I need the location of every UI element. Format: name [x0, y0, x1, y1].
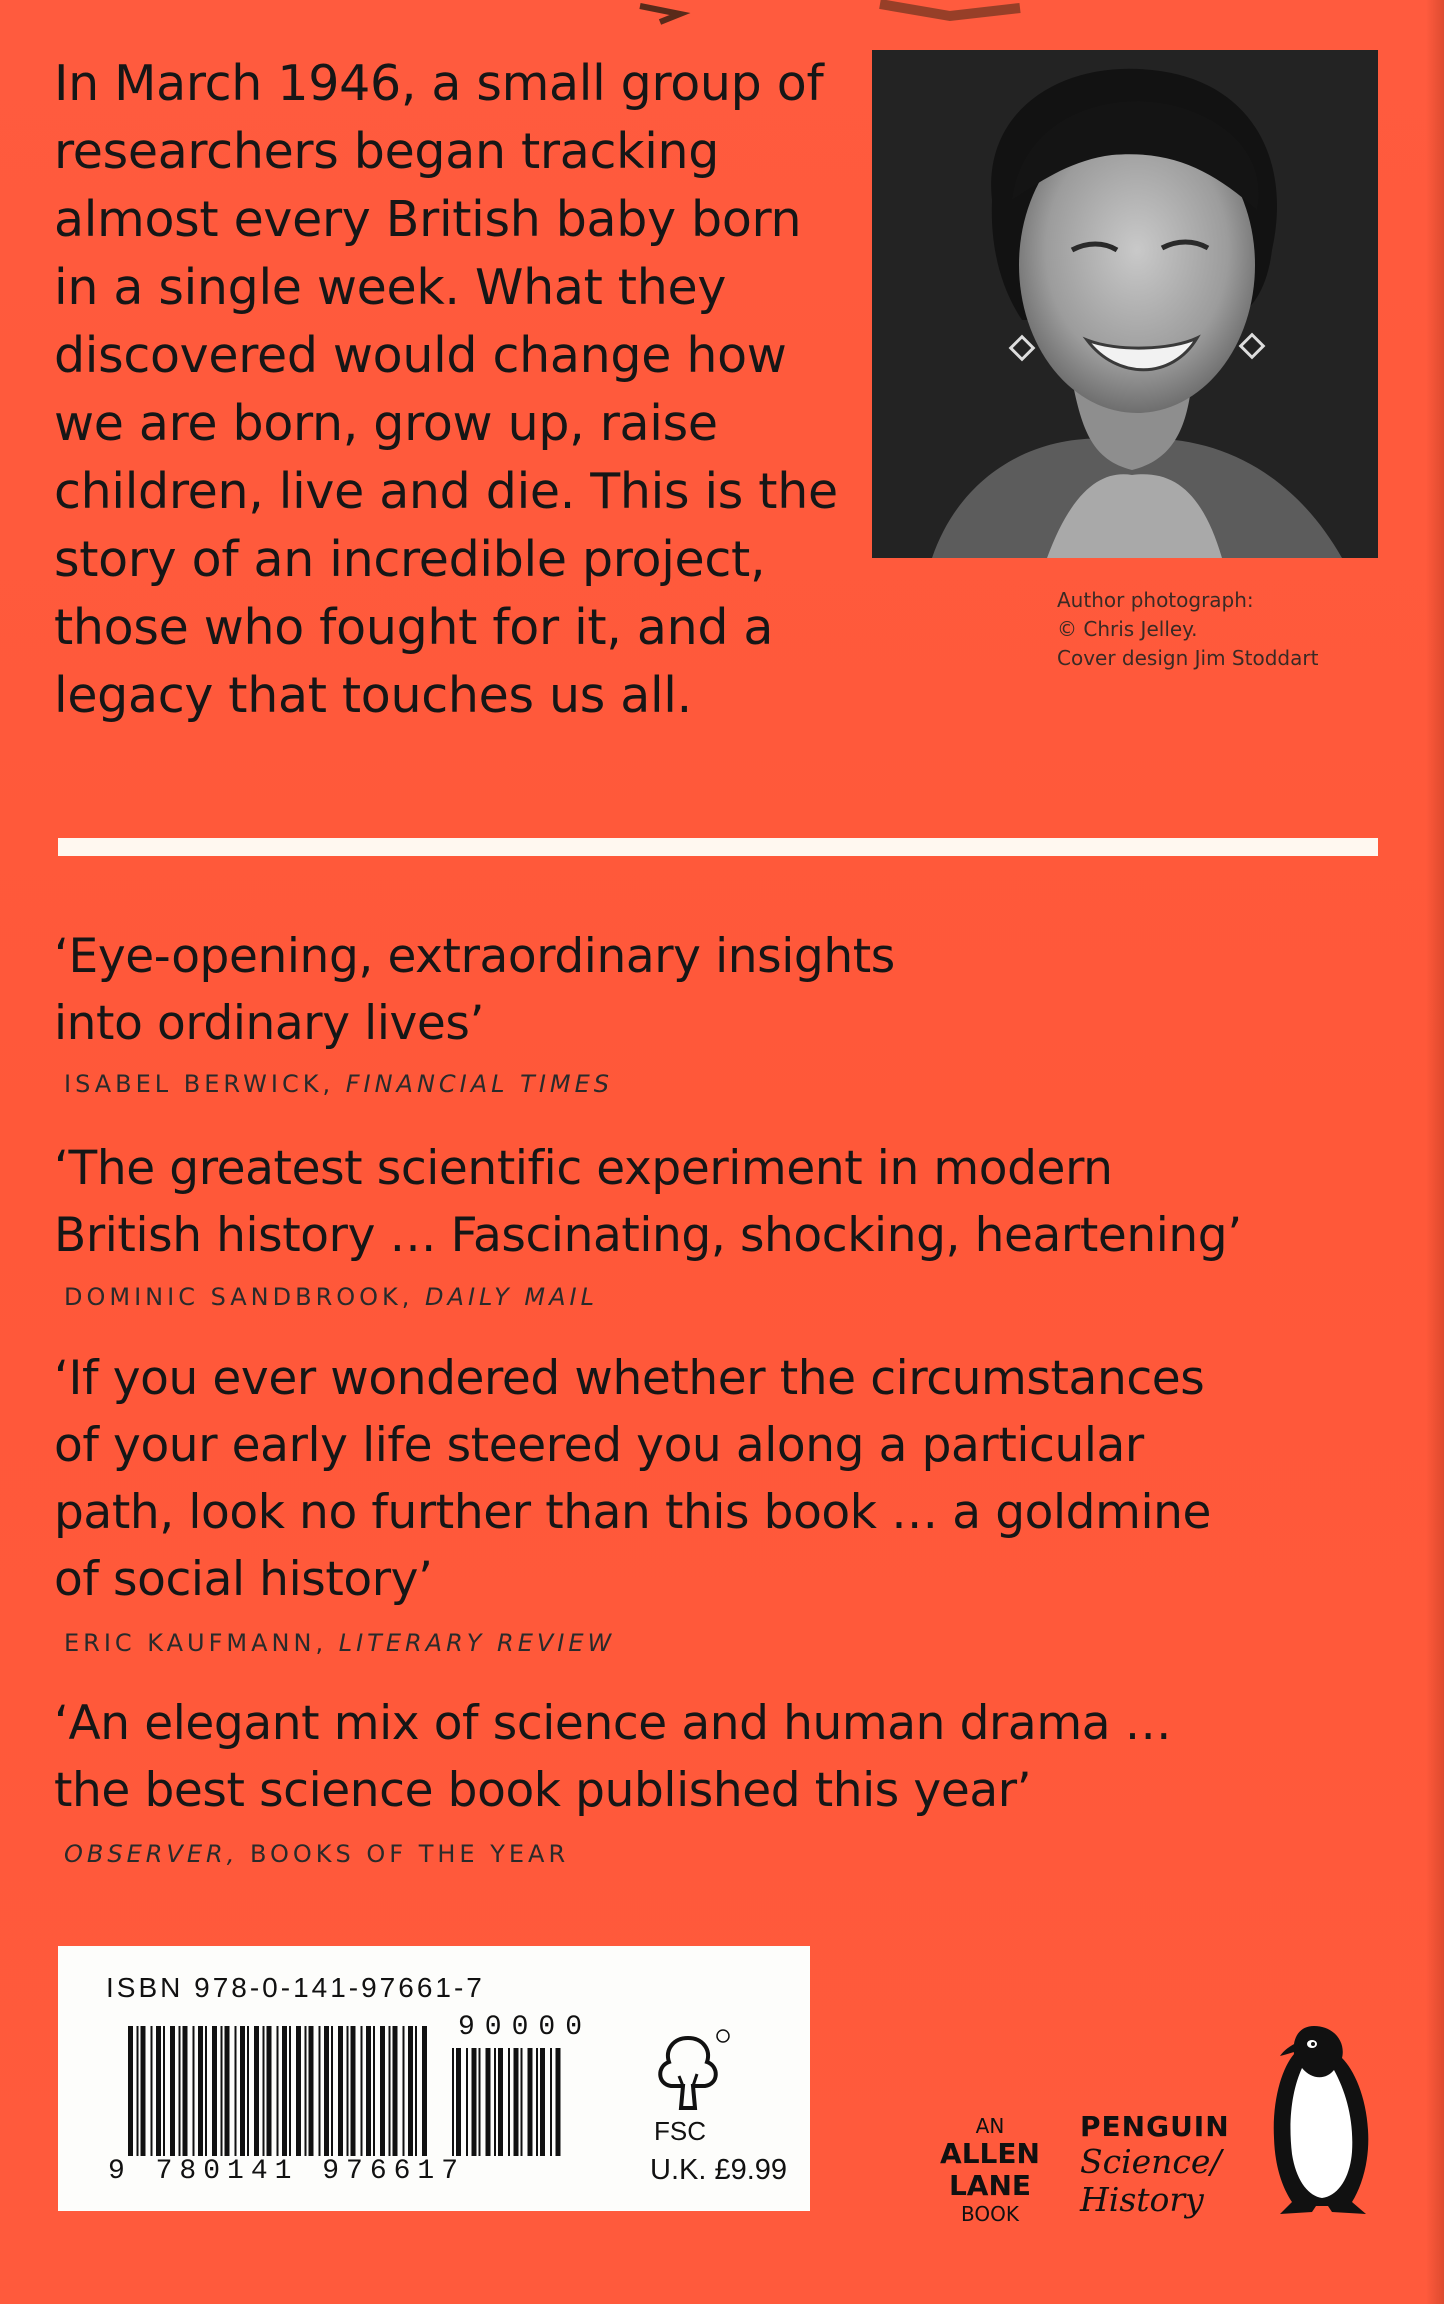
- quote-1-source: FINANCIAL TIMES: [345, 1070, 614, 1098]
- barcode-bar: [528, 2048, 533, 2156]
- barcode-bar: [240, 2026, 245, 2156]
- barcode-bar: [331, 2026, 333, 2156]
- barcode-bar: [141, 2026, 146, 2156]
- barcode-bar: [403, 2026, 405, 2156]
- barcode-bar: [179, 2026, 181, 2156]
- barcode-bar: [183, 2026, 188, 2156]
- barcode-bar: [198, 2026, 203, 2156]
- quote-4: ‘An elegant mix of science and human drama … the best science book published this year’: [54, 1696, 1172, 1818]
- quote-4-source: OBSERVER,: [64, 1840, 239, 1868]
- penguin-wordmark: PENGUIN: [1080, 2110, 1230, 2143]
- barcode-bar: [193, 2026, 195, 2156]
- barcode-bar: [296, 2026, 301, 2156]
- quote-1-attribution: [64, 1070, 613, 1098]
- barcode-bar: [205, 2026, 207, 2156]
- quote-1-name: ISABEL BERWICK,: [64, 1070, 335, 1098]
- barcode-bar: [247, 2026, 249, 2156]
- scratch-mark-top: [620, 0, 1040, 30]
- barcode-bar: [550, 2048, 552, 2156]
- allen-lane-book: BOOK: [961, 2202, 1019, 2226]
- addon-digits: 90000: [458, 2012, 593, 2043]
- barcode-bar: [254, 2026, 259, 2156]
- barcode-bar: [556, 2048, 561, 2156]
- barcode-bar: [289, 2026, 291, 2156]
- quote-3-source: LITERARY REVIEW: [338, 1629, 616, 1657]
- barcode-bar: [319, 2026, 321, 2156]
- barcode-bar: [277, 2026, 279, 2156]
- barcode-bar: [472, 2048, 477, 2156]
- barcode-bar: [338, 2026, 343, 2156]
- barcode-bar: [263, 2026, 265, 2156]
- barcode-bar: [305, 2026, 307, 2156]
- barcode-bar: [225, 2026, 230, 2156]
- barcode-bar: [351, 2026, 356, 2156]
- barcode-bar: [128, 2026, 133, 2156]
- barcode-bar: [540, 2048, 545, 2156]
- barcode-bar: [156, 2026, 161, 2156]
- blurb-text: In March 1946, a small group of researchers began tracking almost every British baby born in a single week. What they discovered would change how we are born, grow up, raise children, live and die. This is the story of an incredible project, those who fought for it, and a legacy that touches us all.: [54, 55, 838, 724]
- barcode-bar: [456, 2048, 461, 2156]
- cover-edge-shadow: [1426, 0, 1444, 2304]
- barcode-bar: [282, 2026, 287, 2156]
- allen-lane-lane: LANE: [948, 2169, 1032, 2202]
- penguin-series-logo: [1080, 2110, 1240, 2219]
- barcode-bar: [393, 2026, 398, 2156]
- quote-4-attribution: [64, 1840, 569, 1868]
- addon-barcode: [452, 2048, 562, 2156]
- barcode-bar: [235, 2026, 237, 2156]
- quote-3-attribution: [64, 1629, 615, 1657]
- fsc-label: FSC: [654, 2116, 706, 2146]
- ean-barcode: [128, 2026, 428, 2156]
- author-photo: [872, 50, 1378, 558]
- barcode-bar: [408, 2026, 413, 2156]
- barcode-bar: [389, 2026, 391, 2156]
- photo-credit: [1057, 586, 1318, 673]
- barcode-bar: [373, 2026, 375, 2156]
- barcode-bar: [514, 2048, 519, 2156]
- barcode-bar: [498, 2048, 503, 2156]
- penguin-icon: [1262, 2020, 1382, 2220]
- barcode-bar: [380, 2026, 385, 2156]
- barcode-bar: [466, 2048, 468, 2156]
- quote-2-name: DOMINIC SANDBROOK,: [64, 1283, 414, 1311]
- barcode-bar: [267, 2026, 272, 2156]
- barcode-bar: [361, 2026, 363, 2156]
- barcode-bar: [170, 2026, 175, 2156]
- barcode-bar: [422, 2026, 427, 2156]
- fsc-tree-icon: [643, 2028, 733, 2118]
- barcode-bar: [521, 2048, 523, 2156]
- barcode-bar: [366, 2026, 371, 2156]
- quote-3: ‘If you ever wondered whether the circumstances of your early life steered you along a particular path, look no further than this book … a goldmine of social history’: [54, 1351, 1212, 1607]
- barcode-bar: [137, 2026, 139, 2156]
- series-name-line2: History: [1080, 2180, 1204, 2219]
- barcode-bar: [536, 2048, 538, 2156]
- barcode-bar: [347, 2026, 349, 2156]
- barcode-bar: [212, 2026, 217, 2156]
- divider-rule: [58, 838, 1378, 856]
- quote-2-source: DAILY MAIL: [425, 1283, 598, 1311]
- quote-4-name: BOOKS OF THE YEAR: [249, 1840, 570, 1868]
- barcode-bar: [324, 2026, 329, 2156]
- price-text: U.K. £9.99: [650, 2154, 788, 2186]
- photo-credit-line3: Cover design Jim Stoddart: [1057, 646, 1319, 670]
- barcode-bar: [415, 2026, 417, 2156]
- photo-credit-line2: © Chris Jelley.: [1057, 617, 1198, 641]
- photo-credit-line1: Author photograph:: [1057, 588, 1254, 612]
- barcode-bar: [494, 2048, 496, 2156]
- barcode-bar: [452, 2048, 454, 2156]
- barcode-digits: 9 780141 976617: [108, 2156, 466, 2187]
- barcode-bar: [486, 2048, 491, 2156]
- barcode-bar: [309, 2026, 314, 2156]
- isbn-text: ISBN 978-0-141-97661-7: [106, 1972, 485, 2003]
- barcode-bar: [151, 2026, 153, 2156]
- quote-2-attribution: [64, 1283, 598, 1311]
- allen-lane-an: AN: [975, 2114, 1005, 2138]
- allen-lane-logo: [935, 2114, 1045, 2226]
- quote-2: ‘The greatest scientific experiment in modern British history … Fascinating, shocking, heartening’: [54, 1141, 1242, 1263]
- quote-1: ‘Eye-opening, extraordinary insights into ordinary lives’: [54, 929, 895, 1051]
- barcode-panel: [58, 1946, 810, 2211]
- barcode-bar: [221, 2026, 223, 2156]
- allen-lane-allen: ALLEN: [940, 2137, 1040, 2170]
- barcode-bar: [479, 2048, 481, 2156]
- barcode-bar: [508, 2048, 510, 2156]
- series-name-line1: Science/: [1080, 2142, 1222, 2181]
- quote-3-name: ERIC KAUFMANN,: [64, 1629, 328, 1657]
- barcode-bar: [163, 2026, 165, 2156]
